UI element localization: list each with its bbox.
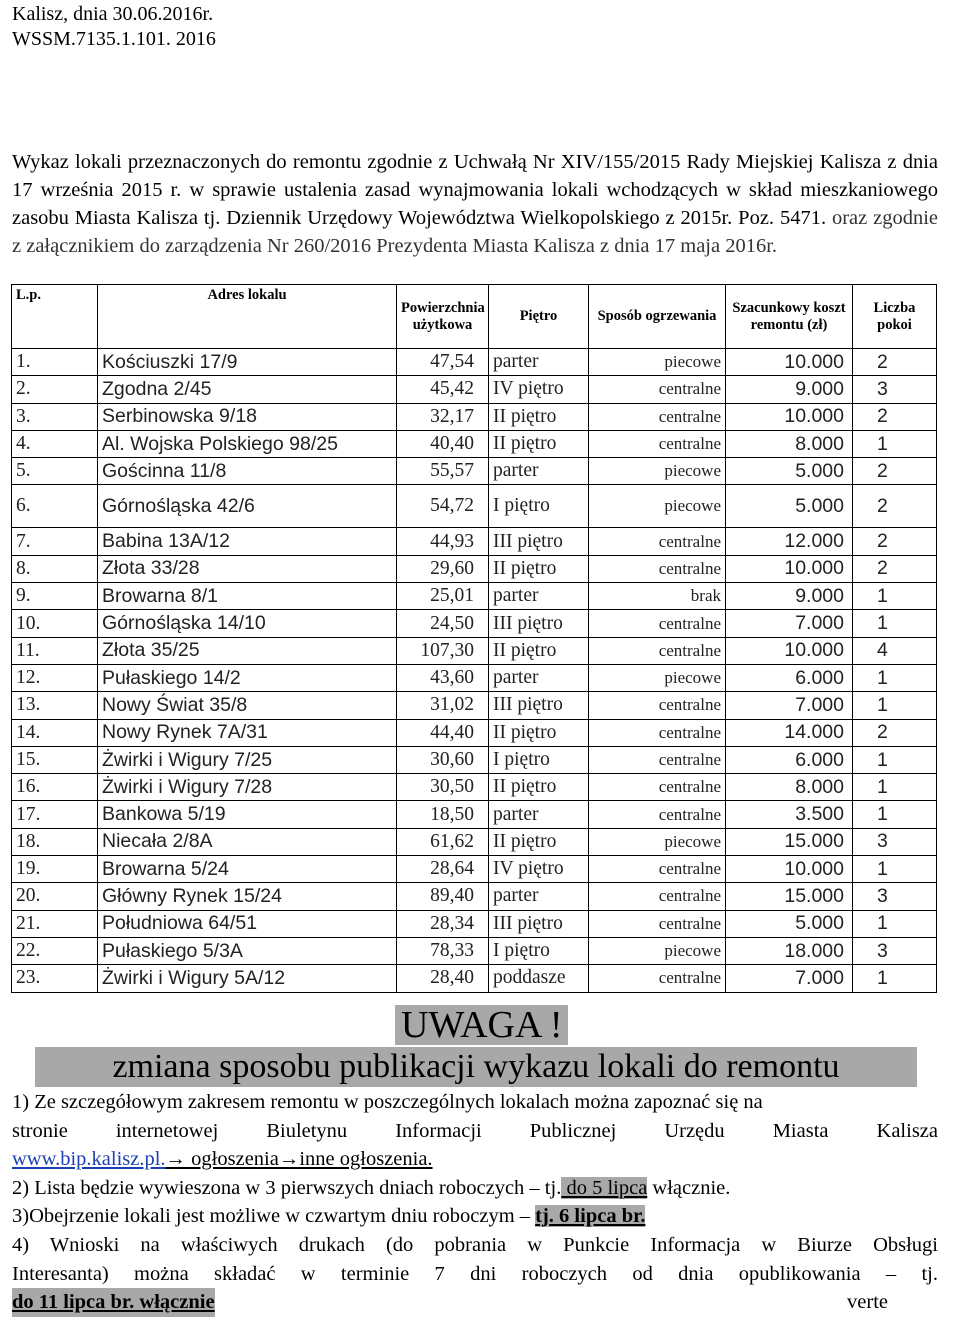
row-cost: 18.000 <box>726 937 853 964</box>
row-address: Nowy Rynek 7A/31 <box>98 719 397 746</box>
row-heating: centralne <box>589 610 726 637</box>
row-area: 24,50 <box>397 610 489 637</box>
row-area: 25,01 <box>397 583 489 610</box>
intro-paragraph <box>12 148 938 260</box>
row-address: Niecała 2/8A <box>98 828 397 855</box>
table-row <box>12 485 937 528</box>
row-heating: piecowe <box>589 937 726 964</box>
row-heating: piecowe <box>589 349 726 376</box>
row-rooms: 1 <box>853 856 937 883</box>
row-address: Żwirki i Wigury 7/28 <box>98 774 397 801</box>
row-heating: centralne <box>589 528 726 555</box>
row-area: 78,33 <box>397 937 489 964</box>
row-heating: centralne <box>589 403 726 430</box>
row-rooms: 1 <box>853 910 937 937</box>
table-row <box>12 583 937 610</box>
row-rooms: 1 <box>853 746 937 773</box>
row-heating: piecowe <box>589 458 726 485</box>
publication-change-banner: zmiana sposobu publikacji wykazu lokali do remontu <box>35 1047 917 1087</box>
row-floor: IV piętro <box>489 856 589 883</box>
row-floor: II piętro <box>489 555 589 582</box>
row-floor: parter <box>489 458 589 485</box>
header-rooms: Liczba pokoi <box>853 285 937 349</box>
reference-number: WSSM.7135.1.101. 2016 <box>12 28 216 50</box>
row-heating: brak <box>589 583 726 610</box>
row-floor: I piętro <box>489 937 589 964</box>
row-address: Górnośląska 14/10 <box>98 610 397 637</box>
row-rooms: 4 <box>853 637 937 664</box>
row-floor: III piętro <box>489 692 589 719</box>
row-lp: 22. <box>12 937 98 964</box>
row-lp: 13. <box>12 692 98 719</box>
bip-link[interactable]: www.bip.kalisz.pl. <box>12 1148 166 1171</box>
header-floor: Piętro <box>489 285 589 349</box>
note-2-date: do 5 lipca <box>561 1176 648 1199</box>
row-lp: 11. <box>12 637 98 664</box>
row-cost: 9.000 <box>726 583 853 610</box>
row-area: 28,64 <box>397 856 489 883</box>
apartments-table <box>11 284 937 993</box>
row-area: 44,93 <box>397 528 489 555</box>
row-address: Browarna 8/1 <box>98 583 397 610</box>
note-4-deadline: do 11 lipca br. włącznie <box>12 1288 215 1317</box>
note-2-text: 2) Lista będzie wywieszona w 3 pierwszych dniach roboczych – tj. <box>12 1176 562 1199</box>
row-heating: centralne <box>589 555 726 582</box>
row-floor: parter <box>489 583 589 610</box>
row-rooms: 2 <box>853 403 937 430</box>
row-address: Al. Wojska Polskiego 98/25 <box>98 430 397 457</box>
row-cost: 5.000 <box>726 458 853 485</box>
row-cost: 10.000 <box>726 856 853 883</box>
row-address: Złota 33/28 <box>98 555 397 582</box>
row-rooms: 2 <box>853 485 937 528</box>
header-lp: L.p. <box>12 285 98 349</box>
row-lp: 23. <box>12 965 98 992</box>
row-cost: 12.000 <box>726 528 853 555</box>
table-row <box>12 856 937 883</box>
row-rooms: 2 <box>853 349 937 376</box>
notes-section <box>12 1088 938 1317</box>
note-2 <box>12 1174 938 1203</box>
row-heating: piecowe <box>589 828 726 855</box>
header-address: Adres lokalu <box>98 285 397 349</box>
row-area: 44,40 <box>397 719 489 746</box>
row-lp: 9. <box>12 583 98 610</box>
table-row <box>12 719 937 746</box>
row-area: 107,30 <box>397 637 489 664</box>
table-row <box>12 528 937 555</box>
uwaga-heading: UWAGA ! <box>395 1005 568 1045</box>
row-address: Gościnna 11/8 <box>98 458 397 485</box>
note-1-line-2: stronie internetowej Biuletynu Informacji Publicznej Urzędu Miasta Kalisza <box>12 1119 938 1142</box>
note-2-end: włącznie. <box>647 1176 731 1199</box>
table-body <box>12 349 937 993</box>
row-address: Zgodna 2/45 <box>98 376 397 403</box>
row-floor: II piętro <box>489 774 589 801</box>
row-address: Żwirki i Wigury 7/25 <box>98 746 397 773</box>
row-heating: centralne <box>589 746 726 773</box>
note-3-date: tj. 6 lipca br. <box>535 1205 646 1228</box>
table-row <box>12 692 937 719</box>
row-lp: 14. <box>12 719 98 746</box>
row-rooms: 1 <box>853 610 937 637</box>
row-cost: 15.000 <box>726 828 853 855</box>
row-rooms: 2 <box>853 458 937 485</box>
row-lp: 6. <box>12 485 98 528</box>
row-cost: 10.000 <box>726 555 853 582</box>
row-address: Bankowa 5/19 <box>98 801 397 828</box>
row-rooms: 3 <box>853 883 937 910</box>
row-rooms: 3 <box>853 376 937 403</box>
header-area: Powierzchnia użytkowa <box>397 285 489 349</box>
row-rooms: 2 <box>853 719 937 746</box>
row-rooms: 2 <box>853 528 937 555</box>
row-area: 30,50 <box>397 774 489 801</box>
row-floor: poddasze <box>489 965 589 992</box>
row-area: 40,40 <box>397 430 489 457</box>
row-address: Kościuszki 17/9 <box>98 349 397 376</box>
row-heating: centralne <box>589 430 726 457</box>
table-row <box>12 349 937 376</box>
table-row <box>12 801 937 828</box>
row-rooms: 3 <box>853 937 937 964</box>
note-4-line-3 <box>12 1288 938 1317</box>
row-cost: 10.000 <box>726 403 853 430</box>
note-4-line-1: 4) Wnioski na właściwych drukach (do pobrania w Punkcie Informacja w Biurze Obsługi <box>12 1233 938 1256</box>
row-address: Żwirki i Wigury 5A/12 <box>98 965 397 992</box>
row-cost: 6.000 <box>726 664 853 691</box>
row-cost: 5.000 <box>726 910 853 937</box>
intro-part-2: oraz zgodnie z załącznikiem do zarządzenia Nr 260/2016 Prezydenta Miasta Kalisza z dnia 17 maja 2016r. <box>12 207 939 257</box>
row-heating: centralne <box>589 719 726 746</box>
row-lp: 19. <box>12 856 98 883</box>
table-row <box>12 910 937 937</box>
note-1-line-3 <box>12 1145 938 1174</box>
row-floor: II piętro <box>489 719 589 746</box>
row-lp: 4. <box>12 430 98 457</box>
row-rooms: 1 <box>853 774 937 801</box>
row-rooms: 3 <box>853 828 937 855</box>
row-floor: III piętro <box>489 528 589 555</box>
table-row <box>12 610 937 637</box>
row-floor: II piętro <box>489 637 589 664</box>
table-row <box>12 637 937 664</box>
table-row <box>12 828 937 855</box>
row-floor: parter <box>489 801 589 828</box>
table-row <box>12 965 937 992</box>
row-cost: 6.000 <box>726 746 853 773</box>
row-cost: 3.500 <box>726 801 853 828</box>
row-floor: III piętro <box>489 610 589 637</box>
row-address: Południowa 64/51 <box>98 910 397 937</box>
row-floor: parter <box>489 883 589 910</box>
row-rooms: 1 <box>853 583 937 610</box>
note-1-path: → ogłoszenia→inne ogłoszenia. <box>165 1148 433 1171</box>
row-heating: centralne <box>589 692 726 719</box>
row-floor: IV piętro <box>489 376 589 403</box>
row-area: 89,40 <box>397 883 489 910</box>
row-cost: 8.000 <box>726 430 853 457</box>
row-heating: centralne <box>589 965 726 992</box>
header-cost: Szacunkowy koszt remontu (zł) <box>726 285 853 349</box>
row-lp: 21. <box>12 910 98 937</box>
table-row <box>12 376 937 403</box>
table-row <box>12 458 937 485</box>
row-address: Główny Rynek 15/24 <box>98 883 397 910</box>
row-area: 32,17 <box>397 403 489 430</box>
row-address: Pułaskiego 14/2 <box>98 664 397 691</box>
row-lp: 16. <box>12 774 98 801</box>
table-row <box>12 774 937 801</box>
row-heating: piecowe <box>589 485 726 528</box>
table-row <box>12 746 937 773</box>
note-1-text-a: 1) Ze szczegółowym zakresem remontu w poszczególnych lokalach można zapoznać się na <box>12 1091 763 1113</box>
row-address: Nowy Świat 35/8 <box>98 692 397 719</box>
row-area: 31,02 <box>397 692 489 719</box>
row-lp: 10. <box>12 610 98 637</box>
row-address: Browarna 5/24 <box>98 856 397 883</box>
row-rooms: 1 <box>853 430 937 457</box>
intro-part-1: Wykaz lokali przeznaczonych do remontu zgodnie z Uchwałą Nr XIV/155/2015 Rady Miejskiej Kalisza z dnia 17 września 2015 r. w sprawie ustalenia zasad wynajmowania lokali wchodzących w skład mieszkaniowego zasobu Miasta Kalisza tj. Dziennik Urzędowy Województwa Wielkopolskiego z 2015r. Poz. 5471. <box>12 151 938 229</box>
row-rooms: 1 <box>853 664 937 691</box>
note-1-line-1 <box>12 1088 938 1117</box>
note-3 <box>12 1202 938 1231</box>
row-lp: 2. <box>12 376 98 403</box>
table-row <box>12 555 937 582</box>
note-4-line-2: Interesanta) można składać w terminie 7 dni roboczych od dnia opublikowania – tj. <box>12 1262 938 1285</box>
note-3-text: 3)Obejrzenie lokali jest możliwe w czwartym dniu roboczym – <box>12 1205 536 1228</box>
row-heating: centralne <box>589 637 726 664</box>
row-cost: 10.000 <box>726 349 853 376</box>
row-heating: centralne <box>589 910 726 937</box>
row-area: 29,60 <box>397 555 489 582</box>
row-address: Złota 35/25 <box>98 637 397 664</box>
table-header-row <box>12 285 937 349</box>
table-row <box>12 883 937 910</box>
row-cost: 9.000 <box>726 376 853 403</box>
row-address: Babina 13A/12 <box>98 528 397 555</box>
row-lp: 7. <box>12 528 98 555</box>
row-cost: 7.000 <box>726 965 853 992</box>
row-area: 47,54 <box>397 349 489 376</box>
row-area: 43,60 <box>397 664 489 691</box>
row-cost: 8.000 <box>726 774 853 801</box>
row-address: Górnośląska 42/6 <box>98 485 397 528</box>
row-floor: II piętro <box>489 828 589 855</box>
row-floor: III piętro <box>489 910 589 937</box>
row-heating: centralne <box>589 856 726 883</box>
row-area: 28,34 <box>397 910 489 937</box>
row-area: 45,42 <box>397 376 489 403</box>
row-lp: 18. <box>12 828 98 855</box>
row-lp: 1. <box>12 349 98 376</box>
row-cost: 14.000 <box>726 719 853 746</box>
row-lp: 12. <box>12 664 98 691</box>
row-area: 55,57 <box>397 458 489 485</box>
row-heating: centralne <box>589 774 726 801</box>
row-area: 30,60 <box>397 746 489 773</box>
row-rooms: 1 <box>853 965 937 992</box>
row-heating: centralne <box>589 376 726 403</box>
row-cost: 15.000 <box>726 883 853 910</box>
row-lp: 15. <box>12 746 98 773</box>
row-floor: II piętro <box>489 430 589 457</box>
row-area: 54,72 <box>397 485 489 528</box>
row-floor: parter <box>489 664 589 691</box>
row-floor: I piętro <box>489 746 589 773</box>
row-cost: 10.000 <box>726 637 853 664</box>
row-address: Serbinowska 9/18 <box>98 403 397 430</box>
row-lp: 3. <box>12 403 98 430</box>
table-row <box>12 403 937 430</box>
row-heating: centralne <box>589 883 726 910</box>
row-floor: I piętro <box>489 485 589 528</box>
row-rooms: 1 <box>853 801 937 828</box>
row-area: 18,50 <box>397 801 489 828</box>
row-cost: 7.000 <box>726 692 853 719</box>
row-lp: 5. <box>12 458 98 485</box>
row-rooms: 1 <box>853 692 937 719</box>
table-row <box>12 430 937 457</box>
header-heating: Sposób ogrzewania <box>589 285 726 349</box>
row-lp: 17. <box>12 801 98 828</box>
row-floor: II piętro <box>489 403 589 430</box>
row-rooms: 2 <box>853 555 937 582</box>
place-date: Kalisz, dnia 30.06.2016r. <box>12 3 214 25</box>
row-cost: 5.000 <box>726 485 853 528</box>
row-cost: 7.000 <box>726 610 853 637</box>
row-heating: centralne <box>589 801 726 828</box>
row-floor: parter <box>489 349 589 376</box>
row-heating: piecowe <box>589 664 726 691</box>
row-lp: 20. <box>12 883 98 910</box>
row-area: 61,62 <box>397 828 489 855</box>
table-row <box>12 664 937 691</box>
table-row <box>12 937 937 964</box>
verte-label: verte <box>847 1291 888 1314</box>
row-lp: 8. <box>12 555 98 582</box>
row-address: Pułaskiego 5/3A <box>98 937 397 964</box>
row-area: 28,40 <box>397 965 489 992</box>
